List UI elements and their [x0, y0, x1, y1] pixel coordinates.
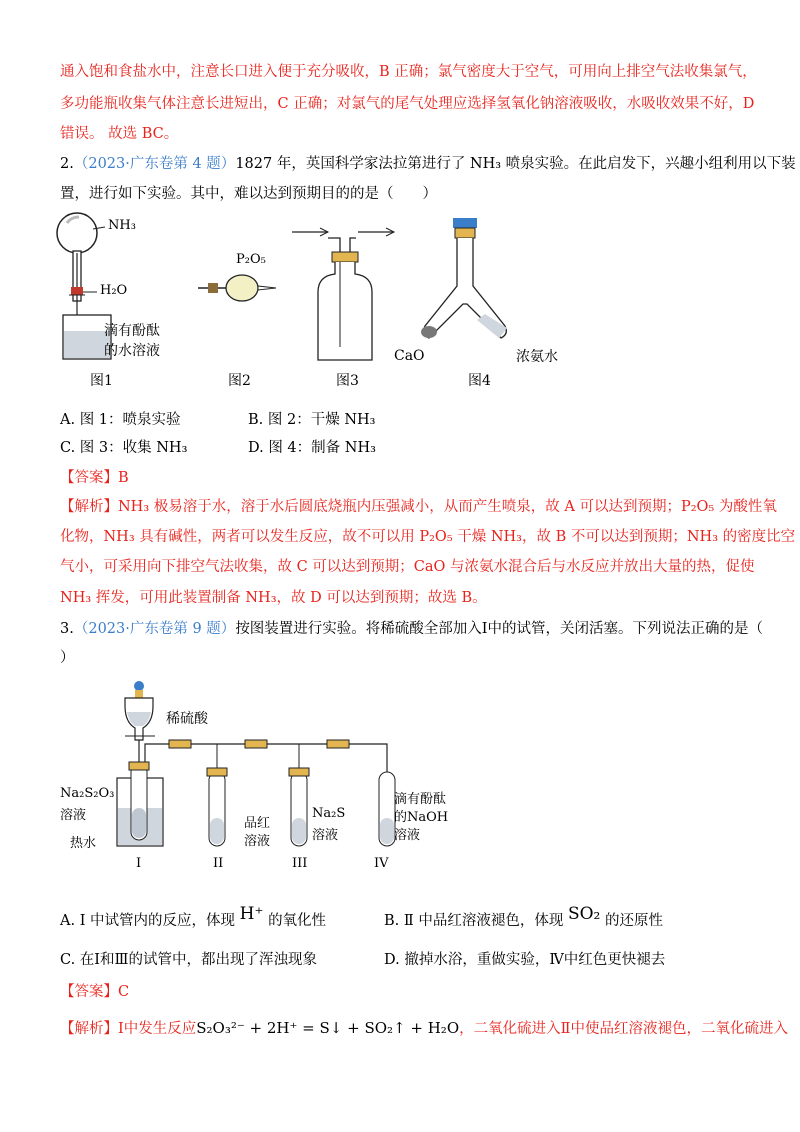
- q2-analysis-line-2: 化物，NH₃ 具有碱性，两者可以发生反应，故不可以用 P₂O₅ 干燥 NH₃，故 B 不可以达到预期；NH₃ 的密度比空: [60, 529, 796, 545]
- q3-stem-line-1: [60, 619, 763, 639]
- q2-option-a: A. 图 1：喷泉实验: [60, 412, 181, 428]
- q3-label-tube-1: I: [136, 856, 142, 871]
- prev-answer-line-1: 通入饱和食盐水中，注意长口进入便于充分吸收，B 正确；氯气密度大于空气，可用向上排空气法收集氯气，: [60, 64, 757, 80]
- q2-answer: 【答案】B: [60, 470, 129, 486]
- q2-number: 2.: [60, 156, 74, 172]
- q3-label-naoh-3: 溶液: [394, 828, 421, 843]
- q3-label-na2s2o3: Na₂S₂O₃: [60, 786, 115, 801]
- q3-option-d: D. 撤掉水浴，重做实验，Ⅳ中红色更快褪去: [384, 952, 666, 968]
- q3-option-a-tail: 的氧化性: [268, 913, 327, 929]
- q3-label-naoh-2: 的NaOH: [394, 810, 449, 825]
- q3-option-a-text: A. Ⅰ 中试管内的反应，体现: [60, 913, 236, 929]
- q3-option-b-text: B. Ⅱ 中品红溶液褪色，体现: [384, 913, 564, 929]
- fig4-label-cao: CaO: [394, 348, 425, 364]
- fig1-label-nh3: NH₃: [108, 218, 136, 233]
- q3-option-b: [384, 904, 663, 931]
- q3-option-c: C. 在Ⅰ和Ⅲ的试管中，都出现了浑浊现象: [60, 952, 318, 968]
- q2-analysis-line-4: NH₃ 挥发，可用此装置制备 NH₃，故 D 可以达到预期；故选 B。: [60, 590, 487, 606]
- prev-answer-line-3: 错误。 故选 BC。: [60, 126, 179, 142]
- q3-label-pinhong: 品红: [244, 816, 271, 831]
- q2-analysis-line-1: 【解析】NH₃ 极易溶于水，溶于水后圆底烧瓶内压强减小，从而产生喷泉，故 A 可以达到预期；P₂O₅ 为酸性氧: [60, 499, 777, 515]
- fig4-caption: 图4: [468, 373, 491, 389]
- q2-stem-text: 1827 年，英国科学家法拉第进行了 NH₃ 喷泉实验。在此启发下，兴趣小组利用以下装: [235, 156, 796, 172]
- q3-stem-text: 按图装置进行实验。将稀硫酸全部加入Ⅰ中的试管，关闭活塞。下列说法正确的是（: [235, 621, 764, 637]
- q3-analysis-post: ，二氧化硫进入Ⅱ中使品红溶液褪色，二氧化硫进入: [459, 1021, 788, 1037]
- q2-stem-line-2: 置，进行如下实验。其中，难以达到预期目的的是（ ）: [60, 186, 437, 202]
- q3-label-na2s: Na₂S: [312, 806, 346, 821]
- q3-label-acid: 稀硫酸: [166, 711, 208, 727]
- q3-option-b-tail: 的还原性: [604, 913, 663, 929]
- q3-source: （2023·广东卷第 9 题）: [73, 621, 236, 637]
- q3-answer: 【答案】C: [60, 984, 130, 1000]
- q2-analysis-line-3: 气小，可采用向下排空气法收集，故 C 可以达到预期；CaO 与浓氨水混合后与水反应并放出大量的热，促使: [60, 559, 755, 575]
- fig2-label-p2o5: P₂O₅: [236, 252, 266, 267]
- q3-label-na2s-solution: 溶液: [312, 828, 339, 843]
- fig1-label-phenolphthalein-1: 滴有酚酞: [104, 323, 160, 339]
- q3-analysis-pre: 【解析】Ⅰ中发生反应: [60, 1021, 197, 1037]
- fig2-drying-tube: [196, 262, 286, 312]
- fig3-collection-bottle: [290, 222, 400, 367]
- q2-option-d: D. 图 4：制备 NH₃: [248, 440, 376, 456]
- q3-option-a: [60, 904, 327, 931]
- q3-label-pinhong-solution: 溶液: [244, 834, 271, 849]
- q3-label-naoh-1: 滴有酚酞: [394, 792, 447, 807]
- q3-option-a-symbol: H⁺: [239, 904, 264, 924]
- q2-option-c: C. 图 3：收集 NH₃: [60, 440, 188, 456]
- fig3-caption: 图3: [336, 373, 359, 389]
- q3-equation: S₂O₃²⁻ + 2H⁺ = S↓ + SO₂↑ + H₂O: [196, 1019, 460, 1037]
- prev-answer-line-2: 多功能瓶收集气体注意长进短出，C 正确；对氯气的尾气处理应选择氢氧化钠溶液吸收，水吸收效果不好，D: [60, 96, 755, 112]
- q3-label-tube-2: II: [213, 856, 224, 871]
- q3-option-b-symbol: SO₂: [567, 904, 601, 924]
- q3-stem-line-2: ）: [60, 650, 75, 666]
- fig1-label-h2o: H₂O: [100, 283, 128, 298]
- q3-label-na2s2o3-solution: 溶液: [60, 808, 87, 823]
- q2-option-b: B. 图 2：干燥 NH₃: [248, 412, 376, 428]
- q3-number: 3.: [60, 621, 74, 637]
- fig4-label-ammonia: 浓氨水: [516, 349, 558, 365]
- fig1-caption: 图1: [90, 373, 113, 389]
- q3-analysis-line-1: [60, 1018, 788, 1039]
- q2-source: （2023·广东卷第 4 题）: [73, 156, 236, 172]
- q3-label-hot-water: 热水: [70, 836, 97, 851]
- q2-stem-line-1: [60, 154, 796, 174]
- fig4-y-tube: [395, 216, 535, 356]
- q3-label-tube-3: III: [292, 856, 308, 871]
- fig2-caption: 图2: [228, 373, 251, 389]
- fig1-label-phenolphthalein-2: 的水溶液: [104, 343, 160, 359]
- q3-label-tube-4: IV: [374, 856, 389, 871]
